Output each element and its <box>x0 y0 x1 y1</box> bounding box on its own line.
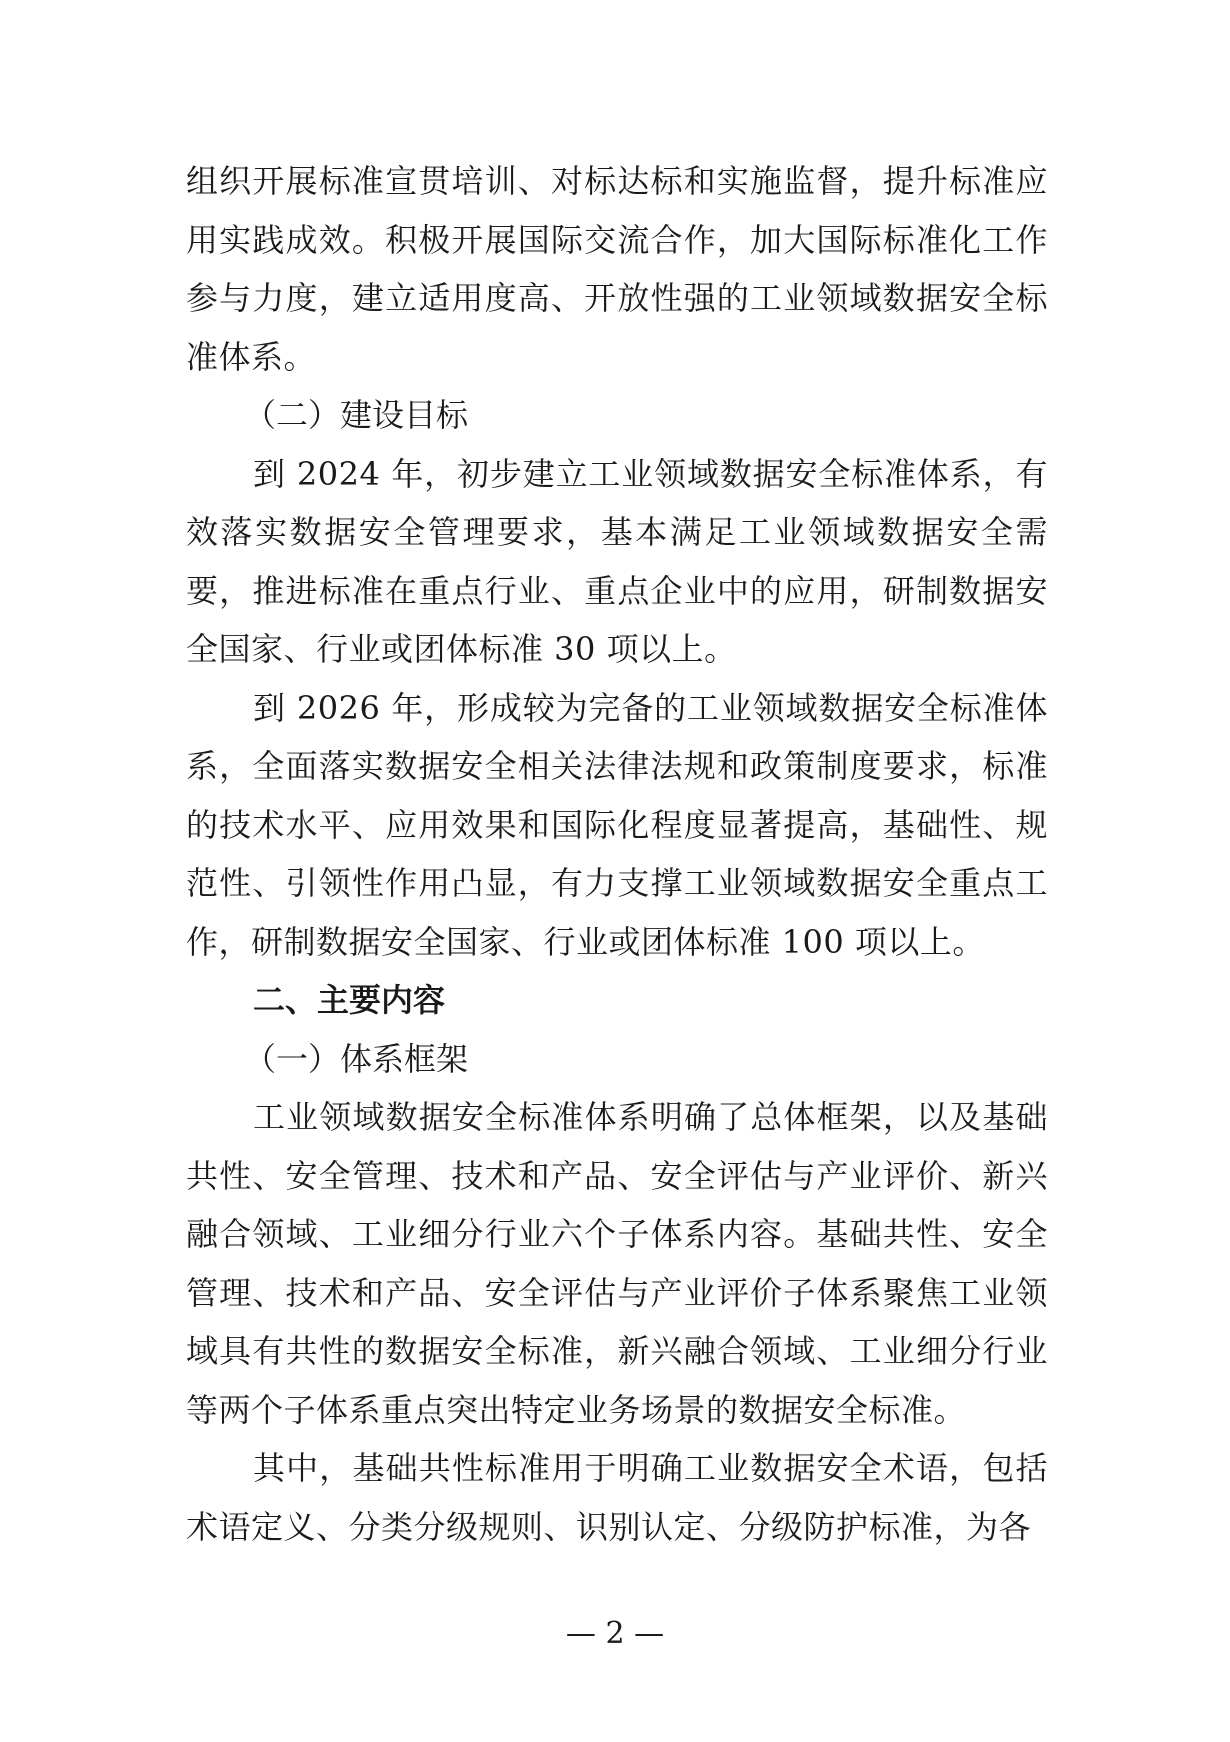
page-number: — 2 — <box>565 1616 665 1651</box>
paragraph-basic-standards: 其中，基础共性标准用于明确工业数据安全术语，包括术语定义、分类分级规则、识别认定、分级防护标准，为各 <box>186 1449 1048 1546</box>
section-heading-framework: （一）体系框架 <box>244 1039 469 1078</box>
paragraph-2026-goal: 到 2026 年，形成较为完备的工业领域数据安全标准体系，全面落实数据安全相关法律法规和政策制度要求，标准的技术水平、应用效果和国际化程度显著提高，基础性、规范性、引领性作用凸显，有力支撑工业领域数据安全重点工作，研制数据安全国家、行业或团体标准 100 项以上。 <box>186 688 1048 961</box>
body-text <box>186 152 1048 1556</box>
paragraph-2024-goal: 到 2024 年，初步建立工业领域数据安全标准体系，有效落实数据安全管理要求，基本满足工业领域数据安全需要，推进标准在重点行业、重点企业中的应用，研制数据安全国家、行业或团体标准 30 项以上。 <box>186 454 1048 668</box>
section-heading-main-content: 二、主要内容 <box>253 981 446 1019</box>
paragraph-framework: 工业领域数据安全标准体系明确了总体框架，以及基础共性、安全管理、技术和产品、安全评估与产业评价、新兴融合领域、工业细分行业六个子体系内容。基础共性、安全管理、技术和产品、安全评估与产业评价子体系聚焦工业领域具有共性的数据安全标准，新兴融合领域、工业细分行业等两个子体系重点突出特定业务场景的数据安全标准。 <box>186 1098 1048 1429</box>
section-heading-construction-goals: （二）建设目标 <box>244 396 469 434</box>
paragraph-continued: 组织开展标准宣贯培训、对标达标和实施监督，提升标准应用实践成效。积极开展国际交流合作，加大国际标准化工作参与力度，建立适用度高、开放性强的工业领域数据安全标准体系。 <box>186 162 1048 376</box>
